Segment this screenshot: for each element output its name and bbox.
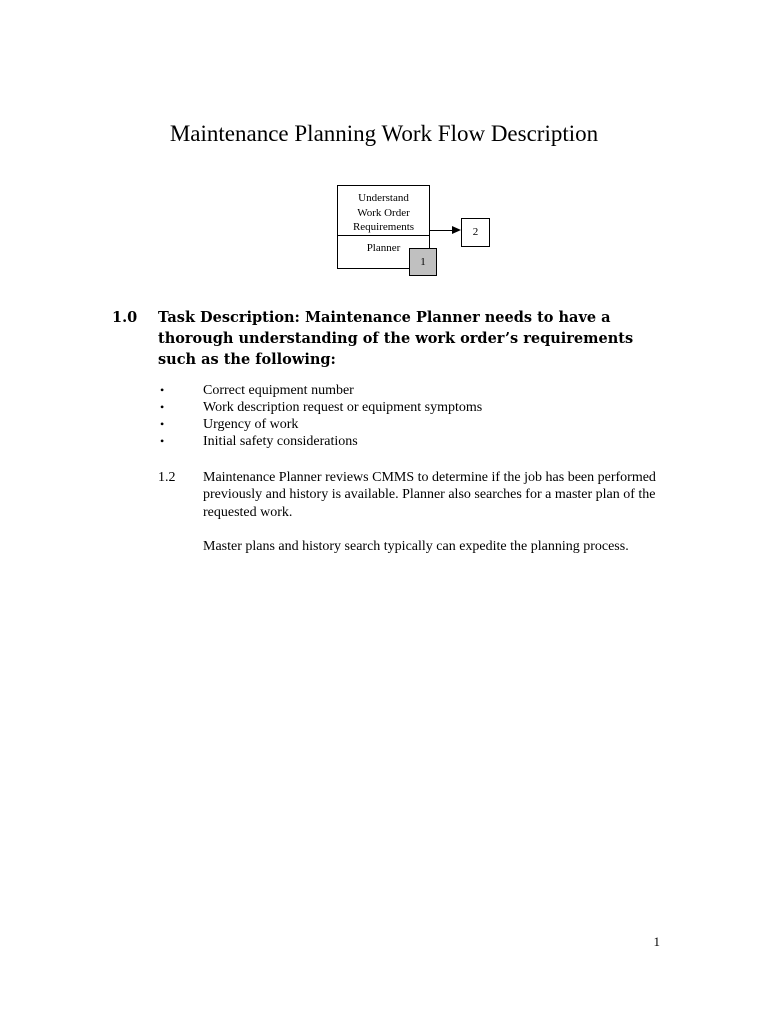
arrow-right-icon	[452, 226, 461, 234]
flow-task-line: Understand	[358, 192, 409, 204]
list-item-text: Correct equipment number	[203, 383, 354, 398]
list-item-text: Initial safety considerations	[203, 434, 358, 449]
list-item-text: Urgency of work	[203, 417, 299, 432]
subsection-paragraph: Master plans and history search typically can expedite the planning process.	[203, 539, 629, 554]
flow-task-line: Work Order	[357, 206, 410, 219]
bullet-icon: •	[160, 434, 165, 448]
flow-step-task	[338, 186, 429, 236]
flow-step-role: Planner	[366, 242, 401, 254]
subsection-number: 1.2	[158, 470, 176, 485]
page-title: Maintenance Planning Work Flow Description	[169, 121, 599, 146]
page-number: 1	[653, 934, 660, 949]
bullet-icon: •	[160, 417, 165, 431]
list-item-text: Work description request or equipment symptoms	[203, 400, 483, 415]
bullet-icon: •	[160, 400, 165, 414]
flow-connector-line	[430, 230, 454, 231]
flow-next-step-number: 2	[461, 218, 490, 247]
flow-current-step-number: 1	[409, 248, 437, 276]
section-number: 1.0	[112, 309, 138, 326]
section-heading: Task Description: Maintenance Planner needs to have a thorough understanding of the work order’s requirements such as the following:	[158, 309, 634, 368]
flow-task-line: Requirements	[352, 221, 415, 233]
bullet-icon: •	[160, 383, 165, 397]
subsection-paragraph: Maintenance Planner reviews CMMS to determine if the job has been performed previously and history is available. Planner also searches for a master plan of the requested work.	[203, 470, 656, 520]
